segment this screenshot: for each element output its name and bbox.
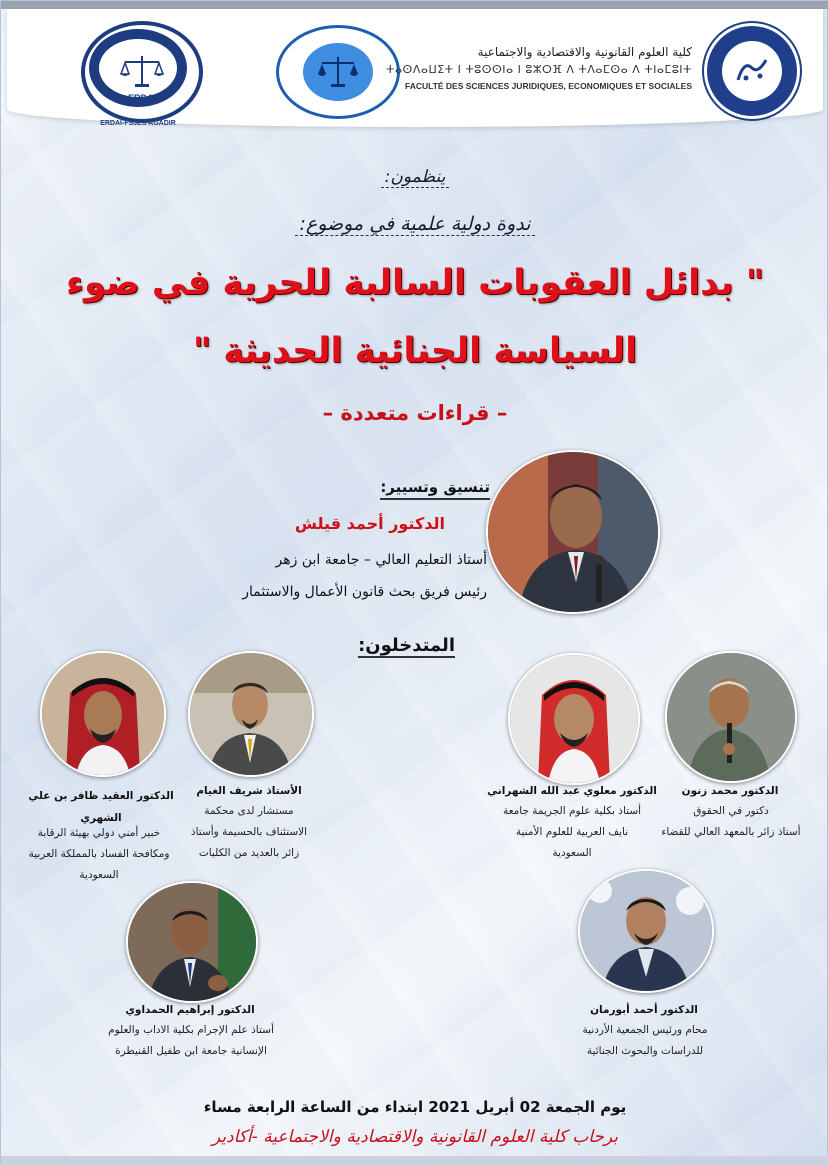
speaker-photo-4 [40,651,166,777]
faculty-name-arabic: كلية العلوم القانونية والاقتصادية والاجتماعية [477,45,692,59]
speaker-desc-1-line1: دكتور في الحقوق [693,805,769,817]
erdai-logo-text: ERDAI [127,93,156,103]
speaker-desc-3-line3: زائر بالعديد من الكليات [198,847,300,859]
speaker-desc-3 [161,801,337,864]
organizers-label [1,167,828,187]
university-logo [704,23,800,119]
faculty-name-french: FACULTÉ DES SCIENCES JURIDIQUES, ECONOMIQUES ET SOCIALES [405,81,692,91]
speaker-name-3: الأستاذ شريف الغيام [196,785,302,797]
speaker-desc-4-line3: السعودية [79,869,119,881]
event-title-line2: السياسة الجنائية الحديثة " [192,331,638,371]
society-logo-inner [303,43,373,101]
speaker-desc-6-line1: أستاذ علم الإجرام بكلية الاداب والعلوم [108,1024,274,1036]
coordinator-portrait [488,452,658,612]
speaker-desc-3-line2: الاستئناف بالحسيمة وأستاذ [190,826,308,838]
society-logo [276,25,400,119]
speaker-desc-4-line1: خبير أمني دولي بهيئة الرقابة [37,827,161,839]
calligraphy-emblem-icon [732,54,772,88]
speaker-desc-4-line2: ومكافحة الفساد بالمملكة العربية [28,848,170,860]
speaker-desc-2-line1: أستاذ بكلية علوم الجريمة جامعة [502,805,642,817]
event-type-text: ندوة دولية علمية في موضوع: [295,213,534,236]
speakers-label: المتدخلون: [358,635,455,656]
speaker-desc-3-line1: مستشار لدى محكمة [204,805,294,817]
coordinator-title-line1: أستاذ التعليم العالي – جامعة ابن زهر [275,552,487,568]
event-venue: برحاب كلية العلوم القانونية والاقتصادية والاجتماعية -أكادير [211,1127,619,1147]
speaker-name-4-line2: الشهري [80,812,122,824]
speaker-photo-5 [578,869,714,993]
faculty-name-tifinagh: ⵜⴰⵙⴷⴰⵡⵉⵜ ⵏ ⵜⵓⵙⵙⵏⴰ ⵏ ⵓⵣⵔⴼ ⴷ ⵜⴷⴰⵎⵙⴰ ⴷ ⵜⵏⴰⵎⵓⵏⵜ [386,63,692,76]
speaker-photo-1 [665,651,797,783]
coordinator-title-line2: رئيس فريق بحث قانون الأعمال والاستثمار [242,584,487,600]
speaker-portrait-4 [42,653,164,775]
speaker-desc-1-line2: أستاذ زائر بالمعهد العالي للقضاء [661,826,801,838]
speaker-portrait-6 [128,883,256,1001]
university-logo-inner [722,41,782,101]
speaker-desc-4 [11,823,187,886]
speaker-name-1: الدكتور محمد زنون [681,785,779,797]
speaker-name-2: الدكتور معلوي عبد الله الشهراني [487,785,657,797]
speaker-desc-6-line2: الإنسانية جامعة ابن طفيل القنيطرة [115,1045,267,1057]
speaker-photo-2 [508,653,640,785]
erdai-logo-subtitle: ERDAI-FSJES AGADIR [100,120,176,127]
speaker-desc-5-line2: للدراسات والبحوث الجنائية [586,1045,704,1057]
coordinator-name: الدكتور أحمد قيلش [294,514,445,533]
speaker-name-6: الدكتور إبراهيم الحمداوي [125,1004,255,1016]
top-frame [1,1,828,9]
speaker-desc-2-line2: نايف العربية للعلوم الأمنية [515,826,629,838]
coordination-label: تنسيق وتسيير: [380,478,490,500]
speaker-desc-2-line3: السعودية [552,847,592,859]
justice-scales-icon [316,54,360,90]
speaker-desc-5 [557,1020,733,1062]
speaker-portrait-5 [580,871,712,991]
speaker-portrait-3 [190,653,312,775]
coordinator-photo [486,450,660,614]
speaker-name-4-line1: الدكتور العقيد ظافر بن علي [28,790,174,802]
event-title-line1: " بدائل العقوبات السالبة للحرية في ضوء [66,263,764,303]
erdai-logo [81,21,203,123]
speaker-desc-5-line1: محام ورئيس الجمعية الأردنية [582,1024,708,1036]
organizers-label-text: ينظمون: [381,167,450,188]
event-datetime: يوم الجمعة 02 أبريل 2021 ابتداء من الساعة الرابعة مساء [203,1098,627,1116]
speaker-portrait-2 [510,655,638,783]
speaker-desc-6 [81,1020,301,1062]
speaker-desc-2 [477,801,667,864]
speaker-photo-3 [188,651,314,777]
speaker-name-5: الدكتور أحمد أبورمان [590,1004,698,1016]
speaker-desc-1 [641,801,821,843]
event-subtitle: – قراءات متعددة – [322,401,508,425]
event-type [1,213,828,235]
speaker-photo-6 [126,881,258,1003]
speaker-portrait-1 [667,653,795,781]
